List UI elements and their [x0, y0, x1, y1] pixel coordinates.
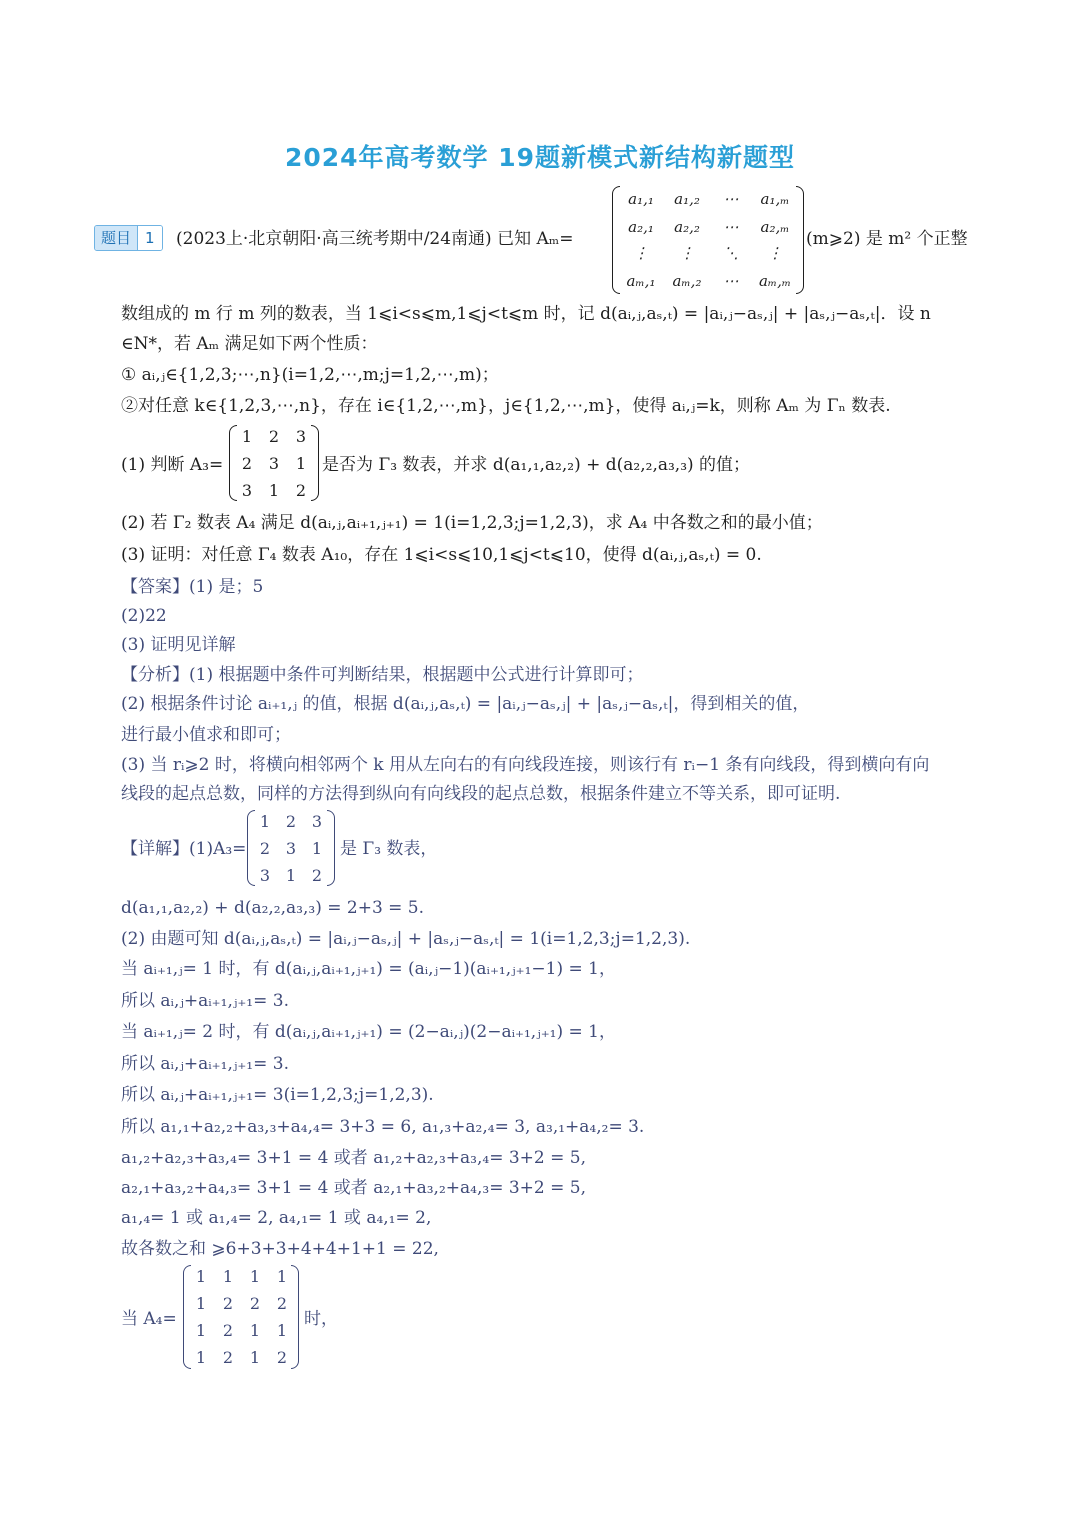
question-intro-end: (m⩾2) 是 m² 个正整 [806, 229, 968, 249]
page-title: 2024年高考数学 19题新模式新结构新题型 [284, 143, 796, 172]
part-2-text: (2) 若 Γ₂ 数表 A₄ 满足 d(aᵢ,ⱼ,aᵢ₊₁,ⱼ₊₁) = 1(i=1,2,3;j=1,2,3)，求 A₄ 中各数之和的最小值； [121, 513, 823, 533]
solution-line-7: 所以 aᵢ,ⱼ+aᵢ₊₁,ⱼ₊₁= 3. [121, 1054, 289, 1074]
question-badge [94, 225, 163, 251]
solution-line-13: 故各数之和 ⩾6+3+3+4+4+1+1 = 22, [121, 1239, 439, 1259]
analysis-1: 【分析】(1) 根据题中条件可判断结果，根据题中公式进行计算即可； [121, 665, 644, 685]
answer-1: 【答案】(1) 是；5 [121, 577, 264, 597]
solution-line-11: a₂,₁+a₃,₂+a₄,₃= 3+1 = 4 或者 a₂,₁+a₃,₂+a₄,₃= 3+2 = 5, [121, 1178, 586, 1198]
solution-line-6: 当 aᵢ₊₁,ⱼ= 2 时，有 d(aᵢ,ⱼ,aᵢ₊₁,ⱼ₊₁) = (2−aᵢ,ⱼ)(2−aᵢ₊₁,ⱼ₊₁) = 1， [121, 1022, 616, 1042]
solution-line-9: 所以 a₁,₁+a₂,₂+a₃,₃+a₄,₄= 3+3 = 6, a₁,₃+a₂,₄= 3, a₃,₁+a₄,₂= 3. [121, 1117, 645, 1137]
solution-line-4: 当 aᵢ₊₁,ⱼ= 1 时，有 d(aᵢ,ⱼ,aᵢ₊₁,ⱼ₊₁) = (aᵢ,ⱼ−1)(aᵢ₊₁,ⱼ₊₁−1) = 1， [121, 959, 616, 979]
answer-3: (3) 证明见详解 [121, 635, 236, 655]
matrix-a3-question: 1 2 3 2 3 1 3 1 2 [229, 425, 319, 501]
question-intro: (2023上·北京朝阳·高三统考期中/24南通) 已知 Aₘ= [176, 229, 574, 249]
part-1-intro: (1) 判断 A₃= [121, 455, 224, 475]
solution-final-end: 时， [304, 1309, 338, 1329]
solution-line-12: a₁,₄= 1 或 a₁,₄= 2, a₄,₁= 1 或 a₄,₁= 2, [121, 1208, 432, 1228]
analysis-3: 进行最小值求和即可； [121, 725, 291, 745]
matrix-a3-solution: 1 2 3 2 3 1 3 1 2 [247, 810, 335, 886]
question-line-3: ∈N*，若 Aₘ 满足如下两个性质： [121, 334, 378, 354]
part-1-text: 是否为 Γ₃ 数表，并求 d(a₁,₁,a₂,₂) + d(a₂,₂,a₃,₃) 的值； [322, 455, 751, 475]
solution-line-2: d(a₁,₁,a₂,₂) + d(a₂,₂,a₃,₃) = 2+3 = 5. [121, 898, 425, 918]
analysis-2: (2) 根据条件讨论 aᵢ₊₁,ⱼ 的值，根据 d(aᵢ,ⱼ,aₛ,ₜ) = |aᵢ,ⱼ−aₛ,ⱼ| + |aₛ,ⱼ−aₛ,ₜ|，得到相关的值， [121, 694, 810, 714]
question-line-2: 数组成的 m 行 m 列的数表，当 1⩽i<s⩽m,1⩽j<t⩽m 时，记 d(aᵢ,ⱼ,aₛ,ₜ) = |aᵢ,ⱼ−aₛ,ⱼ| + |aₛ,ⱼ−aₛ,ₜ|．设 n [121, 304, 931, 324]
property-1: ① aᵢ,ⱼ∈{1,2,3;⋯,n}(i=1,2,⋯,m;j=1,2,⋯,m)； [121, 365, 499, 385]
solution-intro-end: 是 Γ₃ 数表， [340, 839, 438, 859]
analysis-5: 线段的起点总数，同样的方法得到纵向有向线段的起点总数，根据条件建立不等关系，即可证明. [121, 784, 841, 804]
solution-intro: 【详解】(1)A₃= [121, 839, 247, 859]
badge-number: 1 [137, 226, 162, 250]
analysis-4: (3) 当 rᵢ⩾2 时，将横向相邻两个 k 用从左向右的有向线段连接，则该行有 rᵢ−1 条有向线段，得到横向有向 [121, 755, 930, 775]
answer-2: (2)22 [121, 606, 167, 626]
part-3-text: (3) 证明：对任意 Γ₄ 数表 A₁₀，存在 1⩽i<s⩽10,1⩽j<t⩽10，使得 d(aᵢ,ⱼ,aₛ,ₜ) = 0. [121, 545, 762, 565]
solution-line-3: (2) 由题可知 d(aᵢ,ⱼ,aₛ,ₜ) = |aᵢ,ⱼ−aₛ,ⱼ| + |aₛ,ⱼ−aₛ,ₜ| = 1(i=1,2,3;j=1,2,3). [121, 929, 691, 949]
property-2: ②对任意 k∈{1,2,3,⋯,n}，存在 i∈{1,2,⋯,m}，j∈{1,2,⋯,m}，使得 aᵢ,ⱼ=k，则称 Aₘ 为 Γₙ 数表. [121, 396, 891, 416]
solution-final-intro: 当 A₄= [121, 1309, 177, 1329]
badge-label: 题目 [95, 226, 137, 250]
solution-line-10: a₁,₂+a₂,₃+a₃,₄= 3+1 = 4 或者 a₁,₂+a₂,₃+a₃,₄= 3+2 = 5, [121, 1148, 586, 1168]
solution-line-5: 所以 aᵢ,ⱼ+aᵢ₊₁,ⱼ₊₁= 3. [121, 991, 289, 1011]
matrix-a4-solution: 1 1 1 1 1 2 2 2 1 2 1 1 1 2 1 2 [183, 1265, 299, 1369]
matrix-am: a₁,₁ a₁,₂ ⋯ a₁,ₘ a₂,₁ a₂,₂ ⋯ a₂,ₘ ⋮ ⋮ ⋱ ⋮ aₘ,₁ aₘ,₂ ⋯ aₘ,ₘ [612, 186, 804, 294]
solution-line-8: 所以 aᵢ,ⱼ+aᵢ₊₁,ⱼ₊₁= 3(i=1,2,3;j=1,2,3). [121, 1085, 434, 1105]
